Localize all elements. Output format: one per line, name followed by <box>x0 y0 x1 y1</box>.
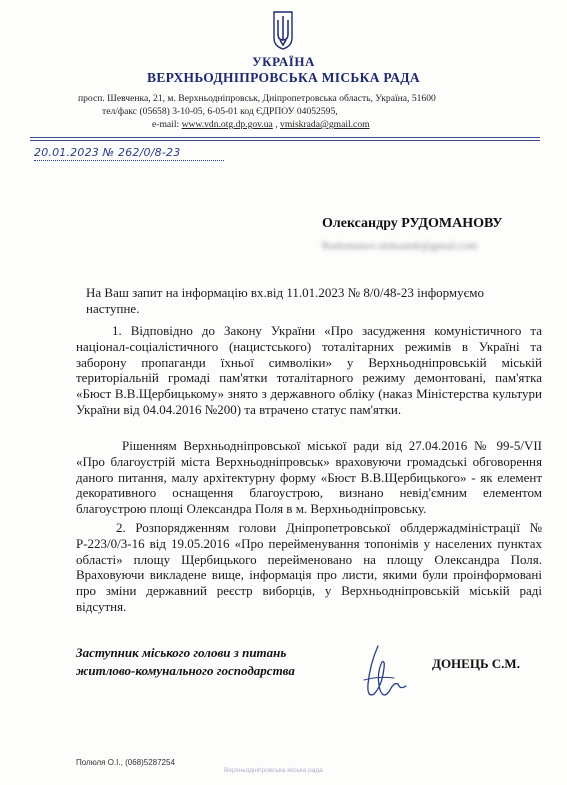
executor-contact: Полюля О.І., (068)5287254 <box>76 758 175 767</box>
header-divider-thin <box>30 140 540 141</box>
signatory-title <box>76 644 295 680</box>
header-divider <box>30 137 540 138</box>
header-address: просп. Шевченка, 21, м. Верхньодніпровськ, Дніпропетровська область, Україна, 51600 <box>78 93 436 104</box>
paragraph-decision: Рішенням Верхньодніпровської міської ради від 27.04.2016 № 99-5/VII «Про благоустрій міста Верхньодніпровськ» враховуючи громадські обговорення даного питання, малу архітектурну форму «Бюст В.В.Щербицького» - як елемент декоративного оснащення благоустрою, визнано невід'ємним елементом благоустрою площі Олександра Поля в м. Верхньодніпровську. <box>76 438 542 517</box>
registry-stamp: Верхньодніпровська міська рада <box>224 767 323 774</box>
trident-emblem-icon <box>272 10 294 50</box>
email-prefix: e-mail: <box>152 119 182 130</box>
website-link[interactable]: www.vdn.otg.dp.gov.ua <box>181 119 273 130</box>
signatory-name: ДОНЕЦЬ С.М. <box>432 656 520 671</box>
header-phone: тел/факс (05658) 3-10-05, 6-05-01 код ЄДРПОУ 04052595, <box>102 106 338 117</box>
signatory-title-line1: Заступник міського голови з питань <box>76 645 287 660</box>
email-link[interactable]: vmiskrada@gmail.com <box>280 119 370 130</box>
handwritten-signature-icon <box>348 640 420 706</box>
recipient-email-redacted: Rudomanov.oleksandr@gmail.com <box>322 240 478 252</box>
recipient-name: Олександру РУДОМАНОВУ <box>322 216 503 231</box>
header-council-name: ВЕРХНЬОДНІПРОВСЬКА МІСЬКА РАДА <box>147 70 420 85</box>
registration-number: 20.01.2023 № 262/0/8-23 <box>34 146 181 159</box>
header-country: УКРАЇНА <box>252 54 315 69</box>
registration-underline <box>34 160 224 161</box>
signatory-title-line2: житлово-комунального господарства <box>76 663 295 678</box>
intro-line-end: наступне. <box>86 301 140 316</box>
paragraph-law: 1. Відповідно до Закону України «Про засудження комуністичного та націонал-соціалістичного (нацистського) тоталітарних режимів в Україні та заборону пропаганди їхньої символіки» у Верхньодніпровській міській територіальній громаді пам'ятки тоталітарного режиму демонтовані, пам'ятка «Бюст В.В.Щербицькому» знято з державного обліку (наказ Міністерства культури України від 04.04.2016 №200) та втрачено статус пам'ятки. <box>76 323 542 417</box>
intro-line: На Ваш запит на інформацію вх.від 11.01.2023 № 8/0/48-23 інформуємо <box>86 285 484 300</box>
header-contacts <box>152 119 370 130</box>
contacts-separator: , <box>272 119 281 130</box>
paragraph-order: 2. Розпорядженням голови Дніпропетровської облдержадміністрації № Р-223/0/3-16 від 19.05.2016 «Про перейменування топонімів у населених пунктах області» площу Щербицького перейменовано на площу Олександра Поля. Враховуючи викладене вище, інформація про листи, якими були проінформовані про зміни державний реєстр виборців, у Верхньодніпровській міській раді відсутня. <box>76 520 542 614</box>
